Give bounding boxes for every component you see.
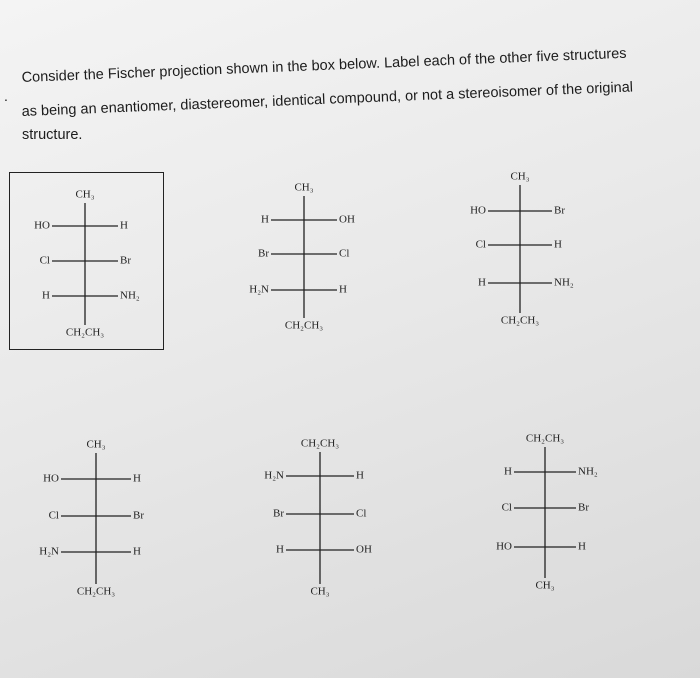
structure-3-left-group-1: HO bbox=[470, 204, 486, 217]
structure-2-right-group-3: H bbox=[339, 283, 347, 296]
structure-6-left-group-1: H bbox=[504, 465, 512, 478]
structure-5-right-group-3: OH bbox=[356, 543, 372, 556]
structure-3-right-group-2: H bbox=[554, 238, 562, 251]
structure-5-left-group-2: Br bbox=[273, 507, 284, 520]
question-line-1: Consider the Fischer projection shown in the box below. Label each of the other five structures bbox=[21, 45, 627, 86]
structure-5-left-group-3: H bbox=[276, 543, 284, 556]
structure-5-left-group-1: H₂N bbox=[264, 469, 284, 482]
original-right-group-2: Br bbox=[120, 254, 131, 267]
structure-4-top-group: CH₃ bbox=[86, 438, 106, 451]
structure-5-right-group-1: H bbox=[356, 469, 364, 482]
structure-2-bottom-group: CH₂CH₃ bbox=[284, 319, 324, 332]
structure-5-bottom-group: CH₃ bbox=[310, 585, 330, 598]
structure-6-left-group-3: HO bbox=[496, 540, 512, 553]
structure-4-left-group-3: H₂N bbox=[39, 545, 59, 558]
structure-3-bottom-group: CH₂CH₃ bbox=[500, 314, 540, 327]
structure-2-right-group-1: OH bbox=[339, 213, 355, 226]
structure-3-left-group-3: H bbox=[478, 276, 486, 289]
structure-2-top-group: CH₃ bbox=[294, 181, 314, 194]
structure-3-right-group-1: Br bbox=[554, 204, 565, 217]
original-right-group-1: H bbox=[120, 219, 128, 232]
structure-6-right-group-3: H bbox=[578, 540, 586, 553]
structure-4-left-group-2: Cl bbox=[48, 509, 59, 522]
structure-3-right-group-3: NH₂ bbox=[554, 276, 574, 289]
structure-6-right-group-2: Br bbox=[578, 501, 589, 514]
original-left-group-3: H bbox=[42, 289, 50, 302]
original-bottom-group: CH₂CH₃ bbox=[65, 326, 105, 339]
structure-4-right-group-1: H bbox=[133, 472, 141, 485]
structure-4-left-group-1: HO bbox=[43, 472, 59, 485]
structure-2-left-group-1: H bbox=[261, 213, 269, 226]
structure-6-right-group-1: NH₂ bbox=[578, 465, 598, 478]
structure-6-left-group-2: Cl bbox=[501, 501, 512, 514]
structure-5-top-group: CH₂CH₃ bbox=[300, 437, 340, 450]
structure-3-top-group: CH₃ bbox=[510, 170, 530, 183]
structure-4-bottom-group: CH₂CH₃ bbox=[76, 585, 116, 598]
original-top-group: CH₃ bbox=[75, 188, 95, 201]
original-right-group-3: NH₂ bbox=[120, 289, 140, 302]
structure-2-right-group-2: Cl bbox=[339, 247, 350, 260]
structure-6-top-group: CH₂CH₃ bbox=[525, 432, 565, 445]
structure-4-right-group-2: Br bbox=[133, 509, 144, 522]
structure-2-left-group-3: H₂N bbox=[249, 283, 269, 296]
question-line-3: structure. bbox=[22, 127, 83, 143]
structure-6-bottom-group: CH₃ bbox=[535, 579, 555, 592]
original-left-group-1: HO bbox=[34, 219, 50, 232]
question-number: . bbox=[4, 88, 8, 104]
structure-5-right-group-2: Cl bbox=[356, 507, 367, 520]
original-left-group-2: Cl bbox=[39, 254, 50, 267]
question-line-2: as being an enantiomer, diastereomer, identical compound, or not a stereoisomer of the original bbox=[21, 79, 634, 120]
structure-3-left-group-2: Cl bbox=[475, 238, 486, 251]
structure-2-left-group-2: Br bbox=[258, 247, 269, 260]
structure-4-right-group-3: H bbox=[133, 545, 141, 558]
